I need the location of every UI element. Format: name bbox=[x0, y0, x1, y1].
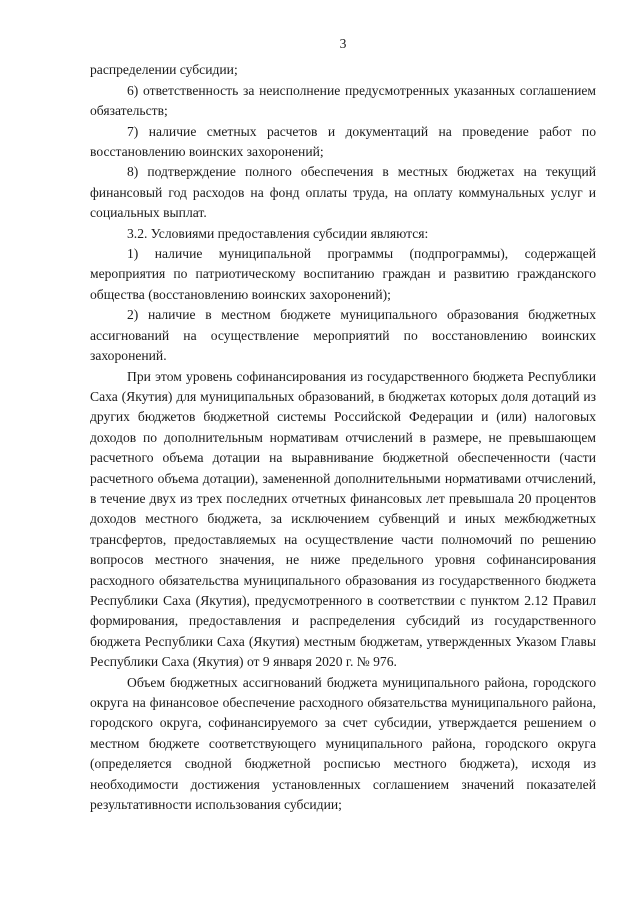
page-number: 3 bbox=[339, 36, 347, 51]
paragraph: 2) наличие в местном бюджете муниципального образования бюджетных ассигнований на осуществление мероприятий по восстановлению воинских захоронений. bbox=[90, 307, 596, 364]
paragraph: 6) ответственность за неисполнение предусмотренных указанных соглашением обязательств; bbox=[90, 82, 596, 119]
paragraph: распределении субсидии; bbox=[90, 62, 238, 78]
paragraph: 1) наличие муниципальной программы (подпрограммы), содержащей мероприятия по патриотическому воспитанию граждан и развитию гражданского общества (восстановлению воинских захоронений); bbox=[90, 246, 596, 302]
document-page bbox=[90, 34, 596, 815]
paragraph: Объем бюджетных ассигнований бюджета муниципального района, городского округа на финансовое обеспечение расходного обязательства муниципального района, городского округа, софинансируемого за счет субсидии, утверждается решением о местном бюджете соответствующего муниципального района, городского округа (определяется сводной бюджетной росписью местного бюджета), исходя из необходимости достижения установленных соглашением значений показателей результативности использования субсидии; bbox=[90, 674, 596, 813]
paragraph: 3.2. Условиями предоставления субсидии являются: bbox=[127, 225, 429, 241]
paragraph: При этом уровень софинансирования из государственного бюджета Республики Саха (Якутия) для муниципальных образований, в бюджетах которых доля дотаций из других бюджетов бюджетной системы Российской Федерации и (или) налоговых доходов по дополнительным нормативам отчислений в размере, не превышающем расчетного объема дотации на выравнивание бюджетной обеспеченности (части расчетного объема дотации), замененной дополнительными нормативами отчислений, в течение двух из трех последних отчетных финансовых лет превышала 20 процентов доходов местного бюджета, за исключением субвенций и иных межбюджетных трансфертов, предоставляемых на осуществление части полномочий по решению вопросов местного значения, не ниже предельного уровня софинансирования расходного обязательства муниципального образования из государственного бюджета Республики Саха (Якутия), предусмотренного в соответствии с пунктом 2.12 Правил формирования, предоставления и распределения субсидий из государственного бюджета Республики Саха (Якутия) местным бюджетам, утвержденных Указом Главы Республики Саха (Якутия) от 9 января 2020 г. № 976. bbox=[90, 368, 596, 670]
paragraph: 7) наличие сметных расчетов и документаций на проведение работ по восстановлению воинских захоронений; bbox=[90, 123, 596, 160]
document-body bbox=[90, 60, 596, 815]
paragraph: 8) подтверждение полного обеспечения в местных бюджетах на текущий финансовый год расходов на фонд оплаты труда, на оплату коммунальных услуг и социальных выплат. bbox=[90, 164, 596, 221]
